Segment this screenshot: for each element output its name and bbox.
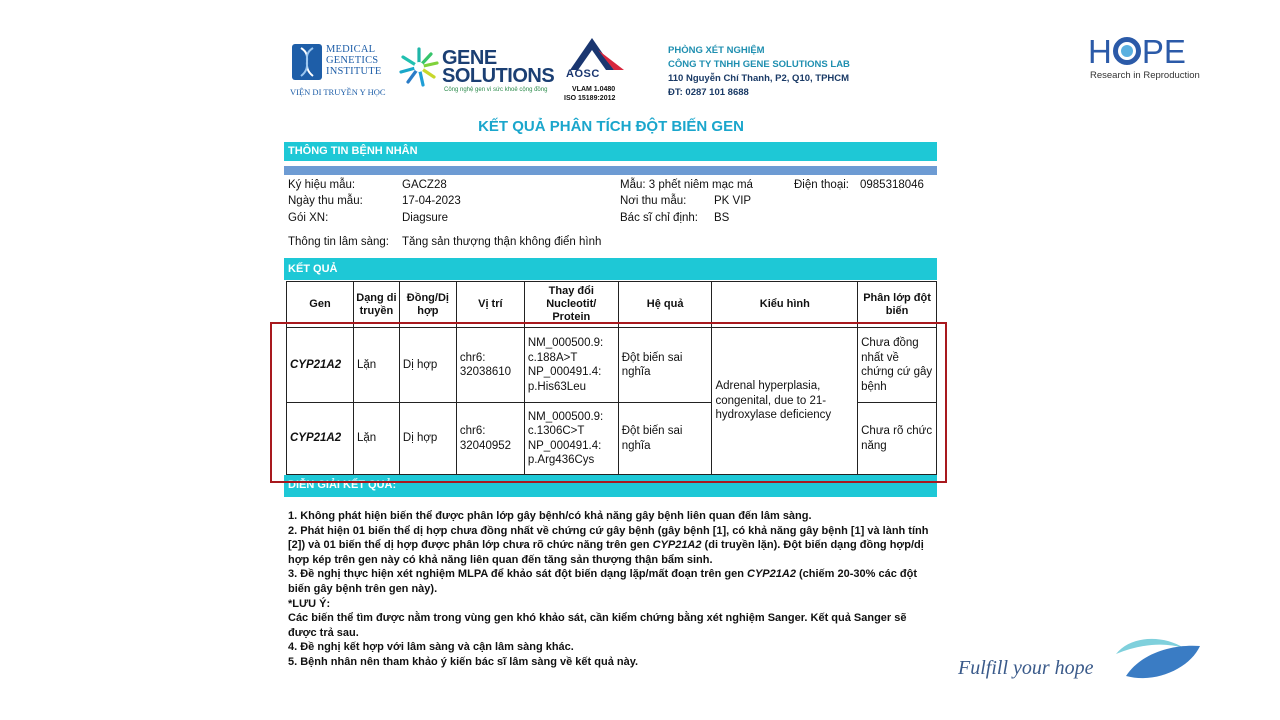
header-classification: Phân lớp đột biến [858,282,937,328]
section-interpret-header: DIỄN GIẢI KẾT QUẢ: [284,475,937,497]
lab-line-2: CÔNG TY TNHH GENE SOLUTIONS LAB [668,59,850,70]
cell-zygosity: Dị hợp [399,403,456,475]
gene-solutions-word1: GENE [442,47,497,69]
doctor-value: BS [714,212,730,224]
note-5: 5. Bệnh nhân nên tham khảo ý kiến bác sĩ lâm sàng về kết quả này. [288,655,639,668]
header-change: Thay đổi Nucleotit/ Protein [524,282,618,328]
note-2: 2. Phát hiện 01 biến thể dị hợp chưa đồng nhất về chứng cứ gây bệnh (gây bệnh [1], có khả năng gây bệnh [1] và lành tính [2]) và 01 biến thể dị hợp được phân lớp chưa rõ chức năng trên gen CYP21A2 (di truyền lặn). Đột biến dạng đồng hợp/dị hợp kép trên gen này có khả năng liên quan đến tăng sản thượng thận bẩm sinh. [288,524,929,566]
page-title: KẾT QUẢ PHÂN TÍCH ĐỘT BIẾN GEN [478,118,744,135]
doctor-label: Bác sĩ chỉ định: [620,212,698,224]
leaf-icon [1112,634,1202,684]
clinical-label: Thông tin lâm sàng: [288,236,390,248]
aosc-logo [560,36,630,108]
note-warning-label: *LƯU Ý: [288,597,331,610]
phone-value: 0985318046 [860,179,924,191]
cell-phenotype: Adrenal hyperplasia, congenital, due to 21-hydroxylase deficiency [712,328,858,475]
lab-info [668,44,850,100]
aosc-vlam: VLAM 1.0480 [572,86,616,93]
mgi-name: MEDICAL GENETICS INSTITUTE [326,44,382,77]
cell-gene: CYP21A2 [287,403,354,475]
cell-position: chr6: 32040952 [456,403,524,475]
header-zygosity: Đồng/Dị hợp [399,282,456,328]
hope-logo [1088,34,1208,84]
cell-zygosity: Dị hợp [399,328,456,403]
header-phenotype: Kiểu hình [712,282,858,328]
lab-address: 110 Nguyễn Chí Thanh, P2, Q10, TPHCM [668,73,850,84]
mgi-logo [290,42,386,100]
note-warning-text: Các biến thể tìm được nằm trong vùng gen khó khảo sát, cần kiểm chứng bằng xét nghiệm Sanger. Kết quả Sanger sẽ được trả sau. [288,612,907,639]
gene-solutions-logo [398,42,555,100]
dna-icon [292,44,322,80]
sample-type: Mẫu: 3 phết niêm mạc má [620,179,753,191]
cell-gene: CYP21A2 [287,328,354,403]
clinical-value: Tăng sản thượng thận không điển hình [402,236,602,248]
table-header-row [287,282,937,328]
lab-phone: ĐT: 0287 101 8688 [668,87,749,98]
hope-wordmark: H PE [1088,33,1186,70]
highlight-box [270,322,947,483]
note-1: 1. Không phát hiện biến thể được phân lớp gây bệnh/có khả năng gây bệnh liên quan đến lâm sàng. [288,510,812,522]
aosc-iso: ISO 15189:2012 [564,95,616,102]
cell-inheritance: Lặn [353,328,399,403]
aosc-triangle-icon [562,36,628,70]
note-4: 4. Đề nghị kết hợp với lâm sàng và cận lâm sàng khác. [288,641,574,654]
aosc-name: AOSC [566,68,600,80]
lab-line-1: PHÒNG XÉT NGHIỆM [668,45,765,56]
section-patient-header: THÔNG TIN BỆNH NHÂN [284,142,937,161]
section-divider [284,166,937,175]
gene-solutions-word2: SOLUTIONS [442,65,555,87]
date-value: 17-04-2023 [402,195,461,207]
header-gene: Gen [287,282,354,328]
place-label: Nơi thu mẫu: [620,195,687,207]
package-label: Gói XN: [288,212,329,224]
date-label: Ngày thu mẫu: [288,195,363,207]
sample-id-value: GACZ28 [402,179,447,191]
cell-consequence: Đột biến sai nghĩa [618,328,712,403]
cell-classification: Chưa rõ chức năng [858,403,937,475]
package-value: Diagsure [402,212,449,224]
cell-change: NM_000500.9: c.188A>T NP_000491.4: p.His63Leu [524,328,618,403]
cell-consequence: Đột biến sai nghĩa [618,403,712,475]
cell-change: NM_000500.9: c.1306C>T NP_000491.4: p.Arg436Cys [524,403,618,475]
cell-inheritance: Lặn [353,403,399,475]
header-position: Vị trí [456,282,524,328]
gene-solutions-tagline: Công nghệ gen vì sức khoẻ cộng đồng [444,87,548,93]
section-result-header: KẾT QUẢ [284,258,937,280]
hope-eye-icon [1113,37,1141,65]
slogan: Fulfill your hope [958,657,1094,679]
hope-subtitle: Research in Reproduction [1090,70,1200,81]
header-inheritance: Dạng di truyền [353,282,399,328]
sample-id-label: Ký hiệu mẫu: [288,179,356,191]
cell-classification: Chưa đồng nhất về chứng cứ gây bệnh [858,328,937,403]
note-3: 3. Đề nghị thực hiện xét nghiệm MLPA để khảo sát đột biến dạng lặp/mất đoạn trên gen CYP21A2 (chiếm 20-30% các đột biến gây bệnh trên gen này). [288,568,917,595]
cell-position: chr6: 32038610 [456,328,524,403]
mgi-subtitle: VIỆN DI TRUYỀN Y HỌC [290,87,386,97]
place-value: PK VIP [714,195,752,207]
header-consequence: Hệ quả [618,282,712,328]
interpretation-notes [288,509,938,670]
phone-label: Điện thoại: [794,179,849,191]
gene-burst-icon [398,46,440,88]
